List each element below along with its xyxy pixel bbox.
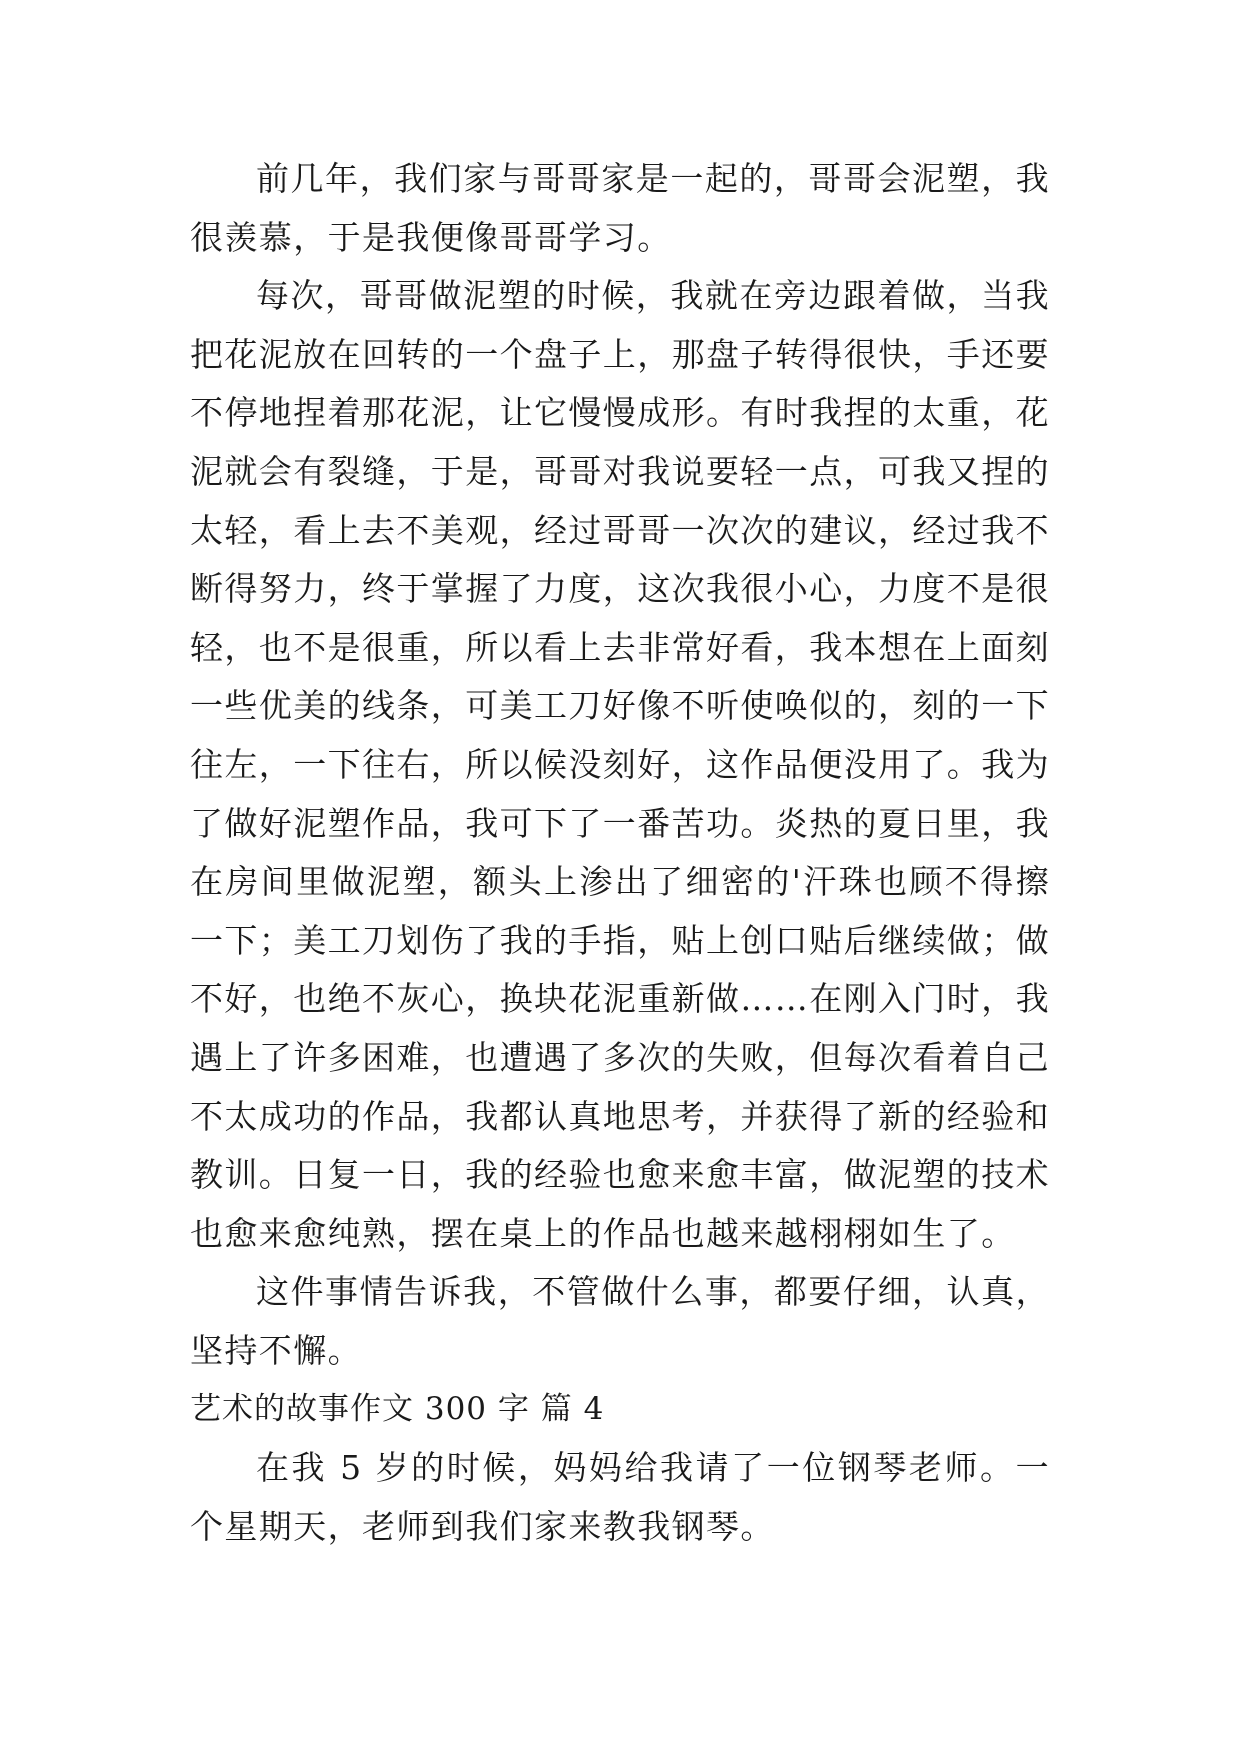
paragraph: 在我 5 岁的时候，妈妈给我请了一位钢琴老师。一个星期天，老师到我们家来教我钢琴。 [190, 1448, 1050, 1546]
document-body [190, 150, 1050, 1556]
paragraph: 每次，哥哥做泥塑的时候，我就在旁边跟着做，当我把花泥放在回转的一个盘子上，那盘子转得很快，手还要不停地捏着那花泥，让它慢慢成形。有时我捏的太重，花泥就会有裂缝，于是，哥哥对我说要轻一点，可我又捏的太轻，看上去不美观，经过哥哥一次次的建议，经过我不断得努力，终于掌握了力度，这次我很小心，力度不是很轻，也不是很重，所以看上去非常好看，我本想在上面刻一些优美的线条，可美工刀好像不听使唤似的，刻的一下往左，一下往右，所以候没刻好，这作品便没用了。我为了做好泥塑作品，我可下了一番苦功。炎热的夏日里，我在房间里做泥塑，额头上渗出了细密的'汗珠也顾不得擦一下；美工刀划伤了我的手指，贴上创口贴后继续做；做不好，也绝不灰心，换块花泥重新做……在刚入门时，我遇上了许多困难，也遭遇了多次的失败，但每次看着自己不太成功的作品，我都认真地思考，并获得了新的经验和教训。日复一日，我的经验也愈来愈丰富，做泥塑的技术也愈来愈纯熟，摆在桌上的作品也越来越栩栩如生了。 [190, 276, 1050, 1253]
paragraph: 前几年，我们家与哥哥家是一起的，哥哥会泥塑，我很羡慕，于是我便像哥哥学习。 [190, 159, 1050, 257]
paragraph: 这件事情告诉我，不管做什么事，都要仔细，认真，坚持不懈。 [190, 1272, 1050, 1370]
section-heading: 艺术的故事作文 300 字 篇 4 [190, 1391, 605, 1428]
